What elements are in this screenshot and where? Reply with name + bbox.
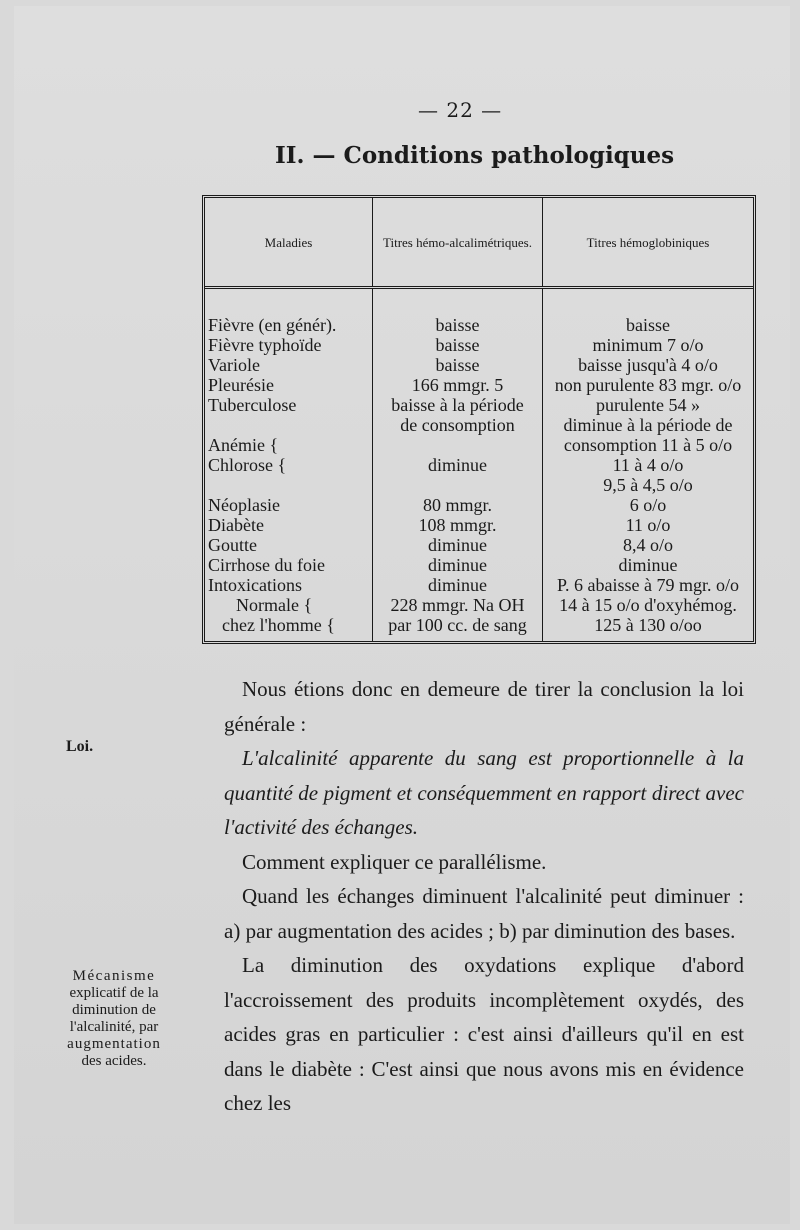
cell: non purulente 83 mgr. o/o bbox=[554, 375, 742, 395]
cell: baisse bbox=[435, 355, 480, 375]
cell: de consomption bbox=[400, 415, 515, 435]
cell: diminue bbox=[428, 575, 487, 595]
column-titres-hemoglobiniques bbox=[543, 315, 754, 641]
cell: 166 mmgr. 5 bbox=[411, 375, 504, 395]
cell: Pleurésie bbox=[208, 375, 274, 395]
cell: baisse jusqu'à 4 o/o bbox=[578, 355, 718, 375]
cell: par 100 cc. de sang bbox=[388, 615, 527, 635]
margin-note-loi: Loi. bbox=[66, 738, 94, 755]
header-titres-hemoglobiniques: Titres hémoglobiniques bbox=[543, 198, 754, 288]
cell: Diabète bbox=[208, 515, 264, 535]
paragraph-oxydations: La diminution des oxydations explique d'abord l'accroissement des produits incomplètement oxydés, des acides gras en particulier : c'est ainsi d'ailleurs qu'il en est dans le diabète : C'est ainsi que nous avons mis en évidence chez les bbox=[224, 953, 744, 1115]
cell: 9,5 à 4,5 o/o bbox=[603, 475, 693, 495]
cell: 108 mmgr. bbox=[418, 515, 497, 535]
cell: 6 o/o bbox=[629, 495, 667, 515]
cell: baisse bbox=[435, 315, 480, 335]
cell: Goutte bbox=[208, 535, 257, 555]
cell: Anémie { bbox=[208, 435, 279, 455]
cell: 228 mmgr. Na OH bbox=[390, 595, 525, 615]
cell bbox=[208, 475, 372, 495]
cell: diminue bbox=[428, 555, 487, 575]
column-maladies bbox=[205, 315, 373, 641]
cell: diminue bbox=[618, 555, 678, 575]
header-titres-hemo-alcalimetriques: Titres hémo-alcalimétriques. bbox=[373, 198, 543, 288]
margin-note-line: Mécanisme bbox=[72, 968, 156, 984]
body-text bbox=[224, 672, 744, 1121]
cell: 14 à 15 o/o d'oxyhémog. bbox=[559, 595, 737, 615]
cell: 125 à 130 o/oo bbox=[594, 615, 702, 635]
cell: 8,4 o/o bbox=[622, 535, 673, 555]
margin-note-line: des acides. bbox=[81, 1053, 147, 1069]
header-maladies: Maladies bbox=[205, 198, 373, 288]
cell: P. 6 abaisse à 79 mgr. o/o bbox=[557, 575, 739, 595]
cell: minimum 7 o/o bbox=[592, 335, 704, 355]
cell: Cirrhose du foie bbox=[208, 555, 325, 575]
cell: 11 à 4 o/o bbox=[612, 455, 684, 475]
cell: Variole bbox=[208, 355, 260, 375]
cell: 11 o/o bbox=[625, 515, 671, 535]
cell: Fièvre (en génér). bbox=[208, 315, 337, 335]
margin-note-line: l'alcalinité, par bbox=[69, 1019, 159, 1035]
margin-note-mecanisme bbox=[40, 968, 188, 1070]
section-title: II. — Conditions pathologiques bbox=[275, 142, 675, 169]
cell: baisse bbox=[626, 315, 670, 335]
cell: chez l'homme { bbox=[222, 615, 335, 635]
cell: Intoxications bbox=[208, 575, 302, 595]
cell: Néoplasie bbox=[208, 495, 280, 515]
cell: purulente 54 » bbox=[596, 395, 700, 415]
cell: Fièvre typhoïde bbox=[208, 335, 322, 355]
margin-note-line: explicatif de la bbox=[69, 985, 159, 1001]
cell bbox=[208, 415, 372, 435]
cell: baisse bbox=[435, 335, 480, 355]
cell bbox=[373, 435, 542, 455]
cell: baisse à la période bbox=[391, 395, 524, 415]
cell: Chlorose { bbox=[208, 455, 287, 475]
page-number: — 22 — bbox=[418, 98, 503, 122]
paragraph-loi-generale: L'alcalinité apparente du sang est proportionnelle à la quantité de pigment et conséquemment en rapport direct avec l'activité des échanges. bbox=[224, 746, 744, 839]
cell: 80 mmgr. bbox=[422, 495, 492, 515]
cell: diminue à la période de bbox=[563, 415, 733, 435]
column-titres-hemo bbox=[373, 315, 543, 641]
data-table bbox=[202, 195, 756, 644]
margin-note-line: augmentation bbox=[67, 1036, 161, 1052]
margin-note-line: diminution de bbox=[72, 1002, 156, 1018]
paragraph-question: Comment expliquer ce parallélisme. bbox=[242, 849, 547, 874]
paragraph-conclusion: Nous étions donc en demeure de tirer la conclusion la loi générale : bbox=[224, 677, 744, 736]
paragraph-echanges: Quand les échanges diminuent l'alcalinité peut diminuer : a) par augmentation des acides ; b) par diminution des bases. bbox=[224, 884, 744, 943]
cell: diminue bbox=[428, 535, 487, 555]
cell: Tuberculose bbox=[208, 395, 297, 415]
cell: diminue bbox=[428, 455, 487, 475]
cell bbox=[373, 475, 542, 495]
cell: consomption 11 à 5 o/o bbox=[563, 435, 733, 455]
cell: Normale { bbox=[236, 595, 313, 615]
